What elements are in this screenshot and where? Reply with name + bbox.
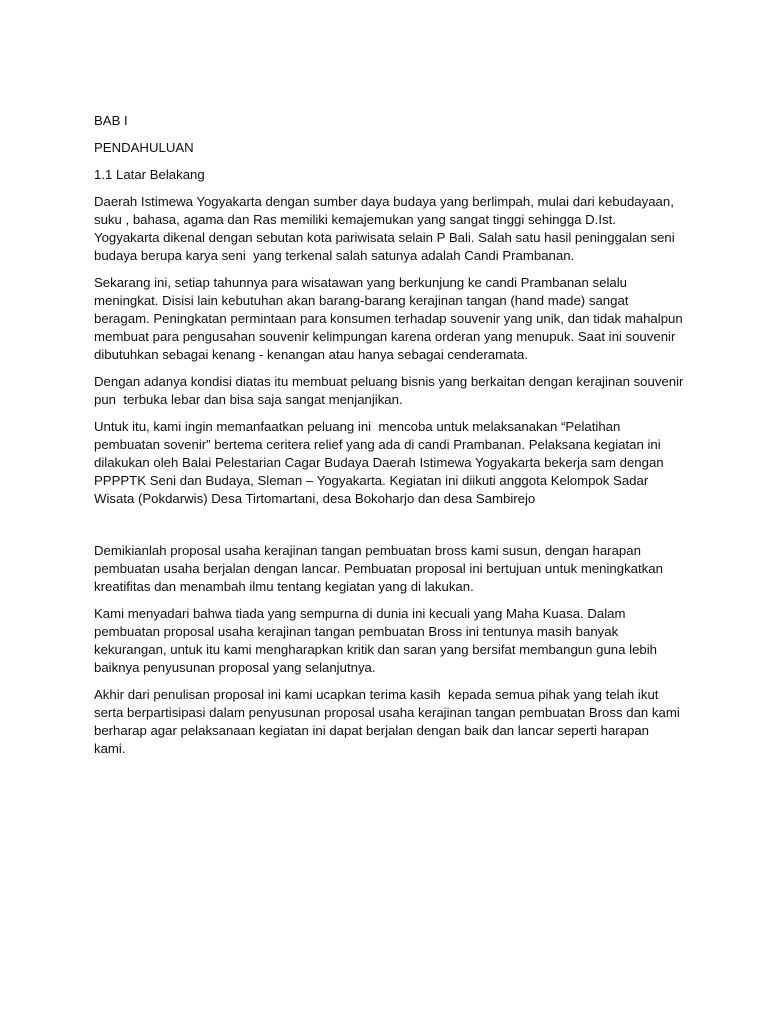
paragraph-proposal: Demikianlah proposal usaha kerajinan tangan pembuatan bross kami susun, dengan harapan pembuatan usaha berjalan dengan lancar. Pembuatan proposal ini bertujuan untuk meningkatkan kreatifitas dan menambah ilmu tentang kegiatan yang di lakukan. — [94, 543, 667, 594]
paragraph-tourists: Sekarang ini, setiap tahunnya para wisatawan yang berkunjung ke candi Prambanan selalu meningkat. Disisi lain kebutuhan akan barang-barang kerajinan tangan (hand made) sangat beragam. Peningkatan permintaan para konsumen terhadap souvenir yang unik, dan tidak mahalpun membuat para pengusahan souvenir kelimpungan karena orderan yang menupuk. Saat ini souvenir dibutuhkan sebagai kenang - kenangan atau hanya sebagai cenderamata. — [94, 275, 687, 362]
paragraph-training: Untuk itu, kami ingin memanfaatkan peluang ini mencoba untuk melaksanakan “Pelatihan pembuatan sovenir” bertema ceritera relief yang ada di candi Prambanan. Pelaksana kegiatan ini dilakukan oleh Balai Pelestarian Cagar Budaya Daerah Istimewa Yogyakarta bekerja sam dengan PPPPTK Seni dan Budaya, Sleman – Yogyakarta. Kegiatan ini diikuti anggota Kelompok Sadar Wisata (Pokdarwis) Desa Tirtomartani, desa Bokoharjo dan desa Sambirejo — [94, 419, 668, 506]
paragraph-opportunity: Dengan adanya kondisi diatas itu membuat peluang bisnis yang berkaitan dengan kerajinan souvenir pun terbuka lebar dan bisa saja sangat menjanjikan. — [94, 374, 688, 407]
chapter-title: PENDAHULUAN — [94, 140, 194, 155]
paragraph-acknowledgement: Kami menyadari bahwa tiada yang sempurna di dunia ini kecuali yang Maha Kuasa. Dalam pembuatan proposal usaha kerajinan tangan pembuatan Bross ini tentunya masih banyak kekurangan, untuk itu kami mengharapkan kritik dan saran yang bersifat membangun guna lebih baiknya penyusunan proposal yang selanjutnya. — [94, 606, 661, 675]
chapter-heading: BAB I — [94, 113, 128, 128]
section-heading: 1.1 Latar Belakang — [94, 167, 205, 182]
paragraph-gap — [94, 517, 684, 542]
paragraph-background: Daerah Istimewa Yogyakarta dengan sumber daya budaya yang berlimpah, mulai dari kebudayaan, suku , bahasa, agama dan Ras memiliki kemajemukan yang sangat tinggi sehingga D.Ist. Yogyakarta dikenal dengan sebutan kota pariwisata selain P Bali. Salah satu hasil peninggalan seni budaya berupa karya seni yang terkenal salah satunya adalah Candi Prambanan. — [94, 194, 679, 263]
document-body — [94, 112, 688, 767]
paragraph-closing: Akhir dari penulisan proposal ini kami ucapkan terima kasih kepada semua pihak yang telah ikut serta berpartisipasi dalam penyusunan proposal usaha kerajinan tangan pembuatan Bross dan kami berharap agar pelaksanaan kegiatan ini dapat berjalan dengan baik dan lancar seperti harapan kami. — [94, 687, 684, 756]
